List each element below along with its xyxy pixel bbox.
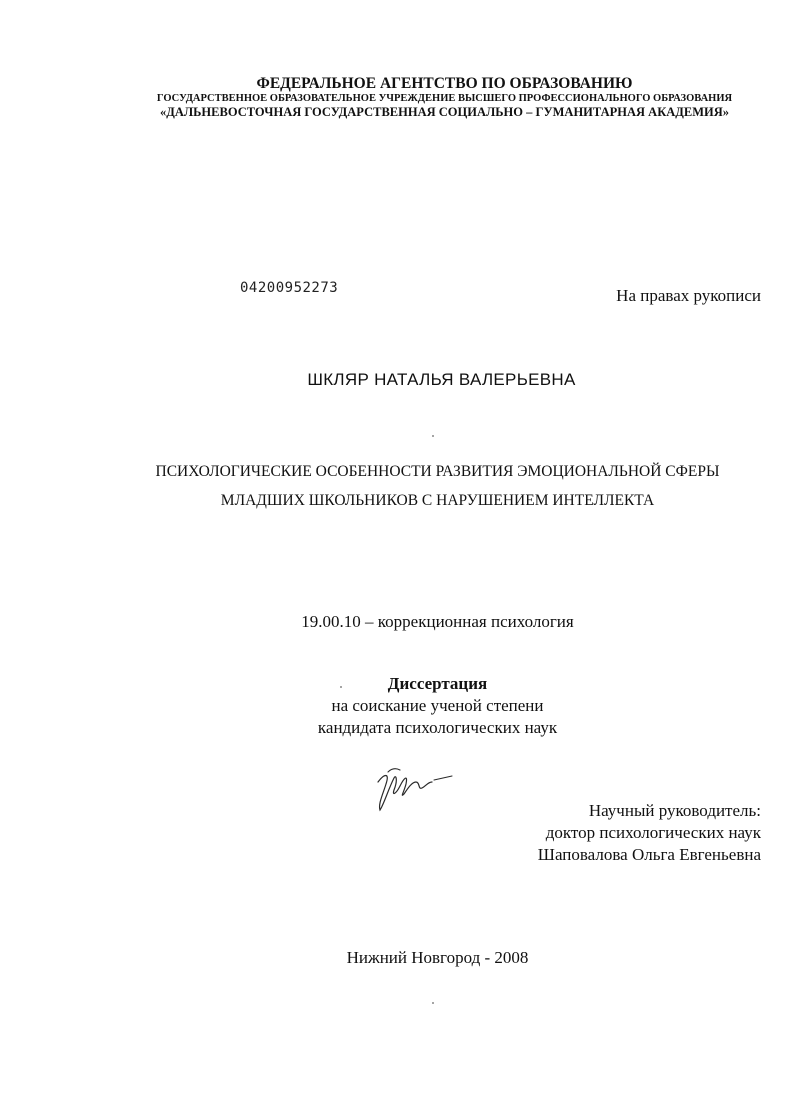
supervisor-role: Научный руководитель:	[588, 801, 761, 820]
specialty-code: 19.00.10 – коррекционная психология	[301, 612, 574, 631]
supervisor-degree: доктор психологических наук	[545, 823, 761, 842]
thesis-title-line-1: ПСИХОЛОГИЧЕСКИЕ ОСОБЕННОСТИ РАЗВИТИЯ ЭМОЦИОНАЛЬНОЙ СФЕРЫ	[155, 463, 720, 480]
degree-line-2: кандидата психологических наук	[317, 718, 558, 737]
institution-name-heading: «ДАЛЬНЕВОСТОЧНАЯ ГОСУДАРСТВЕННАЯ СОЦИАЛЬНО – ГУМАНИТАРНАЯ АКАДЕМИЯ»	[159, 105, 730, 119]
scan-speck	[432, 1002, 434, 1004]
thesis-title-line-2: МЛАДШИХ ШКОЛЬНИКОВ С НАРУШЕНИЕМ ИНТЕЛЛЕКТА	[220, 492, 655, 509]
place-and-year: Нижний Новгород - 2008	[346, 948, 529, 967]
scan-speck	[432, 435, 434, 437]
degree-line-1: на соискание ученой степени	[331, 696, 544, 715]
author-name: ШКЛЯР НАТАЛЬЯ ВАЛЕРЬЕВНА	[307, 370, 576, 389]
institution-type-heading: ГОСУДАРСТВЕННОЕ ОБРАЗОВАТЕЛЬНОЕ УЧРЕЖДЕНИЕ ВЫСШЕГО ПРОФЕССИОНАЛЬНОГО ОБРАЗОВАНИЯ	[156, 93, 733, 104]
work-type-label: Диссертация	[387, 674, 488, 693]
rights-note: На правах рукописи	[616, 286, 761, 305]
inventory-number: 04200952273	[240, 280, 339, 296]
supervisor-name: Шаповалова Ольга Евгеньевна	[537, 845, 761, 864]
agency-heading: ФЕДЕРАЛЬНОЕ АГЕНТСТВО ПО ОБРАЗОВАНИЮ	[256, 75, 633, 92]
signature-icon	[370, 760, 460, 815]
